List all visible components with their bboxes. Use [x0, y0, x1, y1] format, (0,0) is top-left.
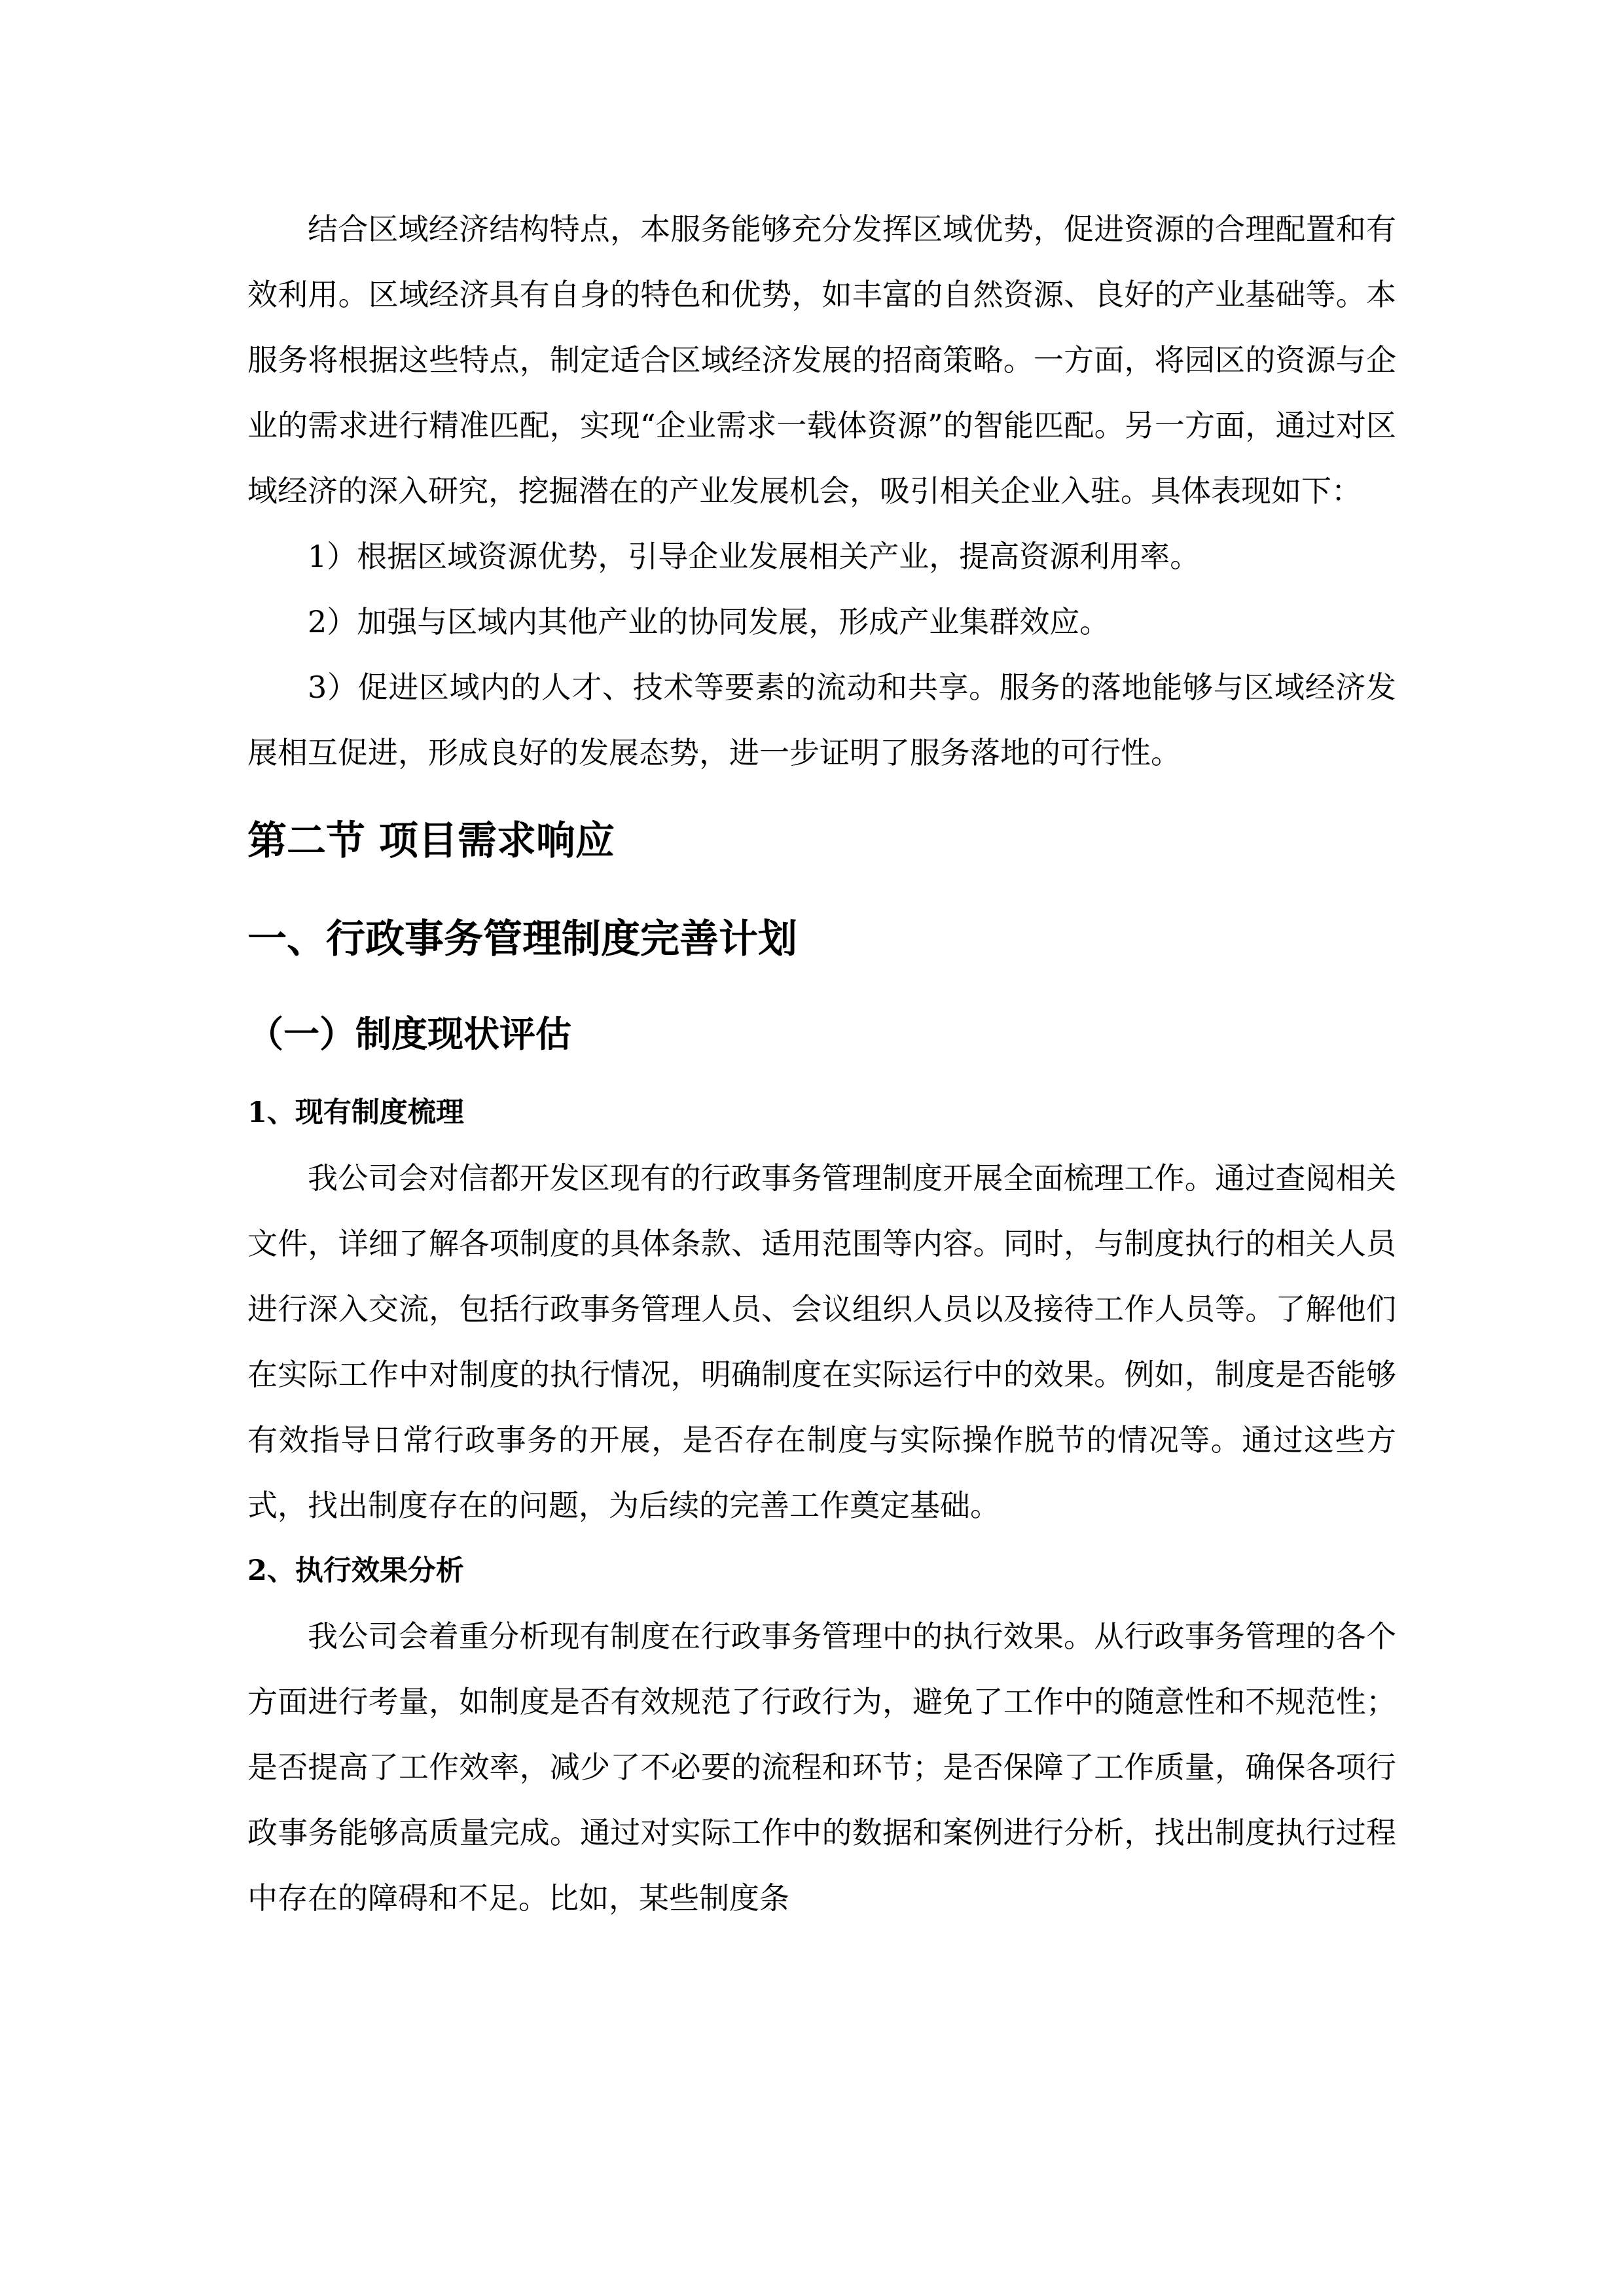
page-content: [247, 196, 1396, 1931]
list-item-2: 2）加强与区域内其他产业的协同发展，形成产业集群效应。: [308, 604, 1110, 639]
section-heading: 第二节 项目需求响应: [247, 818, 615, 864]
item2-paragraph: 我公司会着重分析现有制度在行政事务管理中的执行效果。从行政事务管理的各个方面进行考量，如制度是否有效规范了行政行为，避免了工作中的随意性和不规范性；是否提高了工作效率，减少了不必要的流程和环节；是否保障了工作质量，确保各项行政事务能够高质量完成。通过对实际工作中的数据和案例进行分析，找出制度执行过程中存在的障碍和不足。比如，某些制度条: [247, 1619, 1396, 1916]
chapter-heading: 一、行政事务管理制度完善计划: [247, 916, 797, 962]
list-item-3: 3）促进区域内的人才、技术等要素的流动和共享。服务的落地能够与区域经济发展相互促进，形成良好的发展态势，进一步证明了服务落地的可行性。: [247, 670, 1396, 770]
item1-paragraph: 我公司会对信都开发区现有的行政事务管理制度开展全面梳理工作。通过查阅相关文件，详细了解各项制度的具体条款、适用范围等内容。同时，与制度执行的相关人员进行深入交流，包括行政事务管理人员、会议组织人员以及接待工作人员等。了解他们在实际工作中对制度的执行情况，明确制度在实际运行中的效果。例如，制度是否能够有效指导日常行政事务的开展，是否存在制度与实际操作脱节的情况等。通过这些方式，找出制度存在的问题，为后续的完善工作奠定基础。: [247, 1160, 1396, 1523]
body-paragraph: 结合区域经济结构特点，本服务能够充分发挥区域优势，促进资源的合理配置和有效利用。区域经济具有自身的特色和优势，如丰富的自然资源、良好的产业基础等。本服务将根据这些特点，制定适合区域经济发展的招商策略。一方面，将园区的资源与企业的需求进行精准匹配，实现“企业需求一载体资源”的智能匹配。另一方面，通过对区域经济的深入研究，挖掘潜在的产业发展机会，吸引相关企业入驻。具体表现如下：: [247, 211, 1396, 509]
item1-heading: 1、现有制度梳理: [247, 1096, 464, 1129]
sub-heading: （一）制度现状评估: [247, 1013, 572, 1055]
item2-heading: 2、执行效果分析: [247, 1554, 464, 1587]
list-item-1: 1）根据区域资源优势，引导企业发展相关产业，提高资源利用率。: [308, 539, 1200, 574]
